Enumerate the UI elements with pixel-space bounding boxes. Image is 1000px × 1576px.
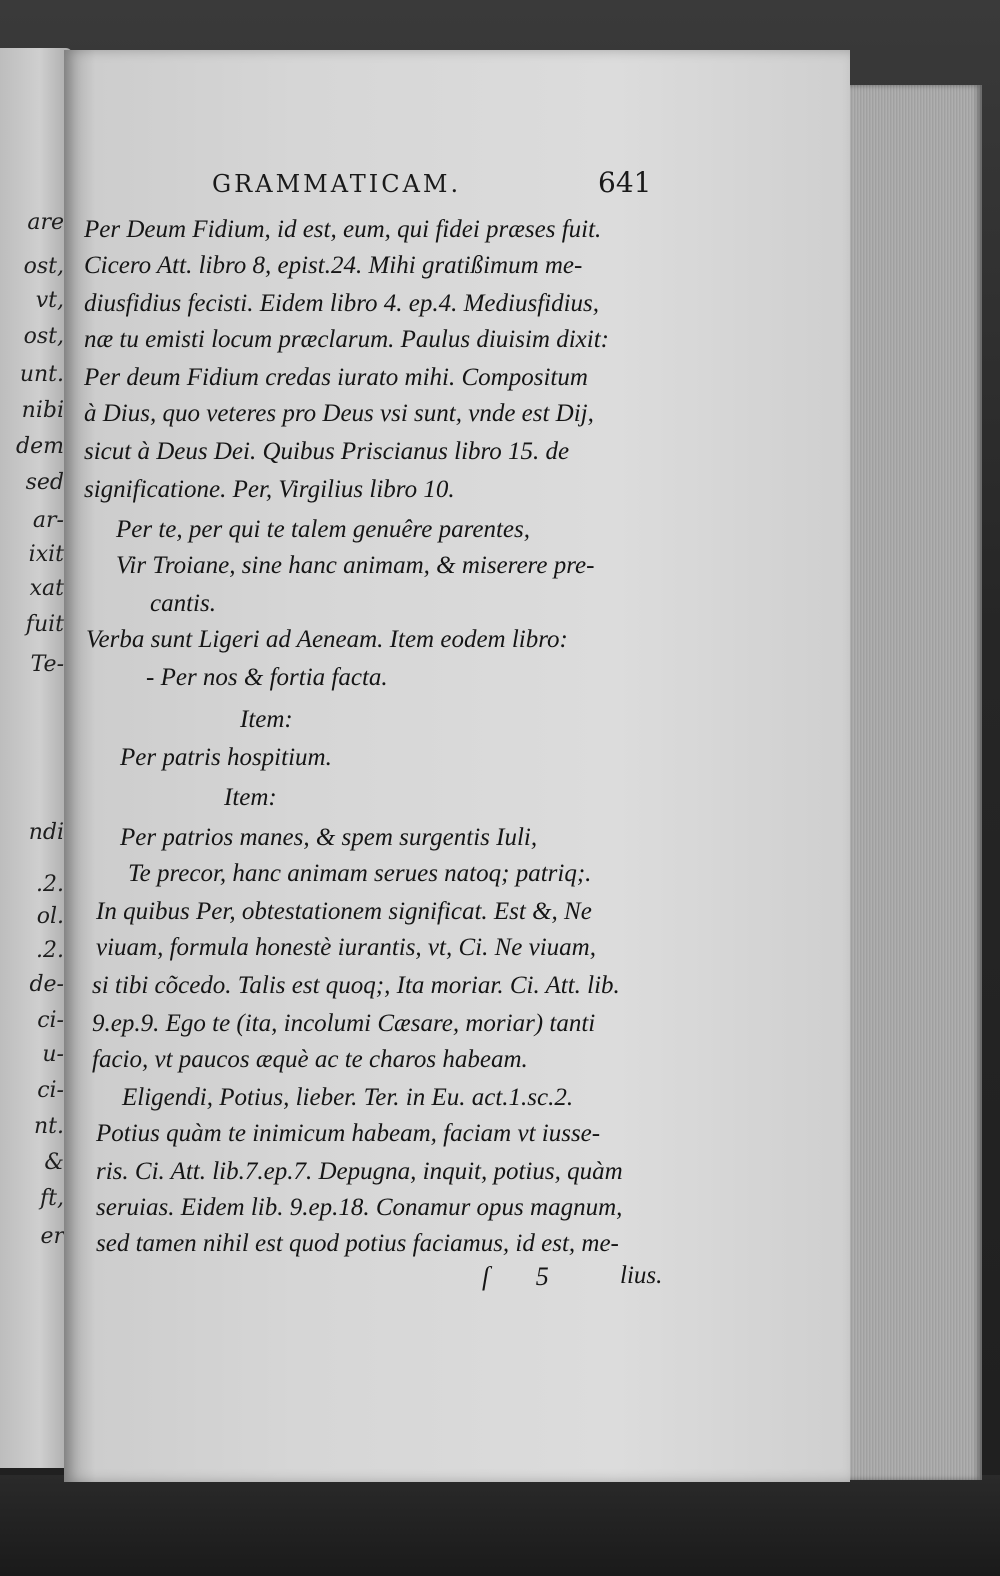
left-fragment: & xyxy=(44,1150,64,1175)
verse-line: cantis. xyxy=(150,590,216,617)
item-heading: Item: xyxy=(240,706,293,733)
text-line: Per Deum Fidium, id est, eum, qui fidei præses fuit. xyxy=(84,216,602,243)
left-fragment: nibi xyxy=(21,398,64,423)
left-fragment: .2. xyxy=(36,938,64,963)
item-heading: Item: xyxy=(224,784,277,811)
text-line: Verba sunt Ligeri ad Aeneam. Item eodem libro: xyxy=(86,626,568,653)
book-cover xyxy=(0,1475,1000,1576)
page-number: 641 xyxy=(598,166,652,199)
left-fragment: nt. xyxy=(33,1114,64,1139)
left-fragment: are xyxy=(27,210,64,235)
left-fragment: fuit xyxy=(25,612,64,637)
left-fragment: xat xyxy=(29,576,64,601)
left-fragment: ost, xyxy=(23,324,64,349)
text-line: Per deum Fidium credas iurato mihi. Compositum xyxy=(84,364,588,391)
text-line: seruias. Eidem lib. 9.ep.18. Conamur opus magnum, xyxy=(96,1194,623,1221)
left-fragment: vt, xyxy=(35,288,64,313)
text-line: næ tu emisti locum præclarum. Paulus diuisim dixit: xyxy=(84,326,609,353)
left-fragment: ci- xyxy=(37,1078,64,1103)
text-line: diusfidius fecisti. Eidem libro 4. ep.4. Mediusfidius, xyxy=(84,290,600,317)
text-line: viuam, formula honestè iurantis, vt, Ci. Ne viuam, xyxy=(96,934,596,961)
text-line: Potius quàm te inimicum habeam, faciam vt iusse- xyxy=(96,1120,601,1147)
left-fragment: ar- xyxy=(32,508,64,533)
left-fragment: ft, xyxy=(40,1186,64,1211)
verse-line: - Per nos & fortia facta. xyxy=(146,664,388,691)
left-fragment: .2. xyxy=(36,872,64,897)
text-line: ris. Ci. Att. lib.7.ep.7. Depugna, inquit, potius, quàm xyxy=(96,1158,623,1185)
text-line: In quibus Per, obtestationem significat. Est &, Ne xyxy=(96,898,592,925)
left-fragment: ixit xyxy=(28,542,64,567)
left-facing-page xyxy=(0,48,72,1468)
left-fragment: u- xyxy=(42,1042,64,1067)
verse-line: Per patrios manes, & spem surgentis Iuli, xyxy=(120,824,538,851)
text-line: 9.ep.9. Ego te (ita, incolumi Cæsare, moriar) tanti xyxy=(92,1010,596,1037)
catchword: lius. xyxy=(620,1262,663,1289)
signature-mark: ſ 5 xyxy=(482,1262,569,1291)
left-fragment: Te- xyxy=(30,652,64,677)
text-line: si tibi cõcedo. Talis est quoq;, Ita moriar. Ci. Att. lib. xyxy=(92,972,620,999)
verse-line: Te precor, hanc animam serues natoq; patriq;. xyxy=(128,860,592,887)
text-line: Cicero Att. libro 8, epist.24. Mihi gratißimum me- xyxy=(84,252,583,279)
left-fragment: de- xyxy=(29,972,64,997)
left-fragment: ol. xyxy=(36,904,64,929)
running-head: GRAMMATICAM. xyxy=(212,170,462,198)
left-fragment: er xyxy=(40,1224,64,1249)
left-fragment: ost, xyxy=(23,254,64,279)
left-fragment: ci- xyxy=(37,1008,64,1033)
text-line: significatione. Per, Virgilius libro 10. xyxy=(84,476,455,503)
verse-line: Per te, per qui te talem genuêre parentes, xyxy=(116,516,531,543)
left-fragment: sed xyxy=(25,470,64,495)
text-line: facio, vt paucos æquè ac te charos habeam. xyxy=(92,1046,528,1073)
text-line: sed tamen nihil est quod potius faciamus, id est, me- xyxy=(96,1230,619,1257)
verse-line: Per patris hospitium. xyxy=(120,744,332,771)
left-fragment: ndi xyxy=(28,820,64,845)
page-block-edges xyxy=(842,85,982,1480)
text-line: sicut à Deus Dei. Quibus Priscianus libro 15. de xyxy=(84,438,570,465)
verse-line: Vir Troiane, sine hanc animam, & miserere pre- xyxy=(116,552,595,579)
left-fragment: unt. xyxy=(19,362,64,387)
text-line: Eligendi, Potius, lieber. Ter. in Eu. act.1.sc.2. xyxy=(122,1084,574,1111)
left-fragment: dem xyxy=(16,434,64,459)
text-line: à Dius, quo veteres pro Deus vsi sunt, vnde est Dij, xyxy=(84,400,594,427)
